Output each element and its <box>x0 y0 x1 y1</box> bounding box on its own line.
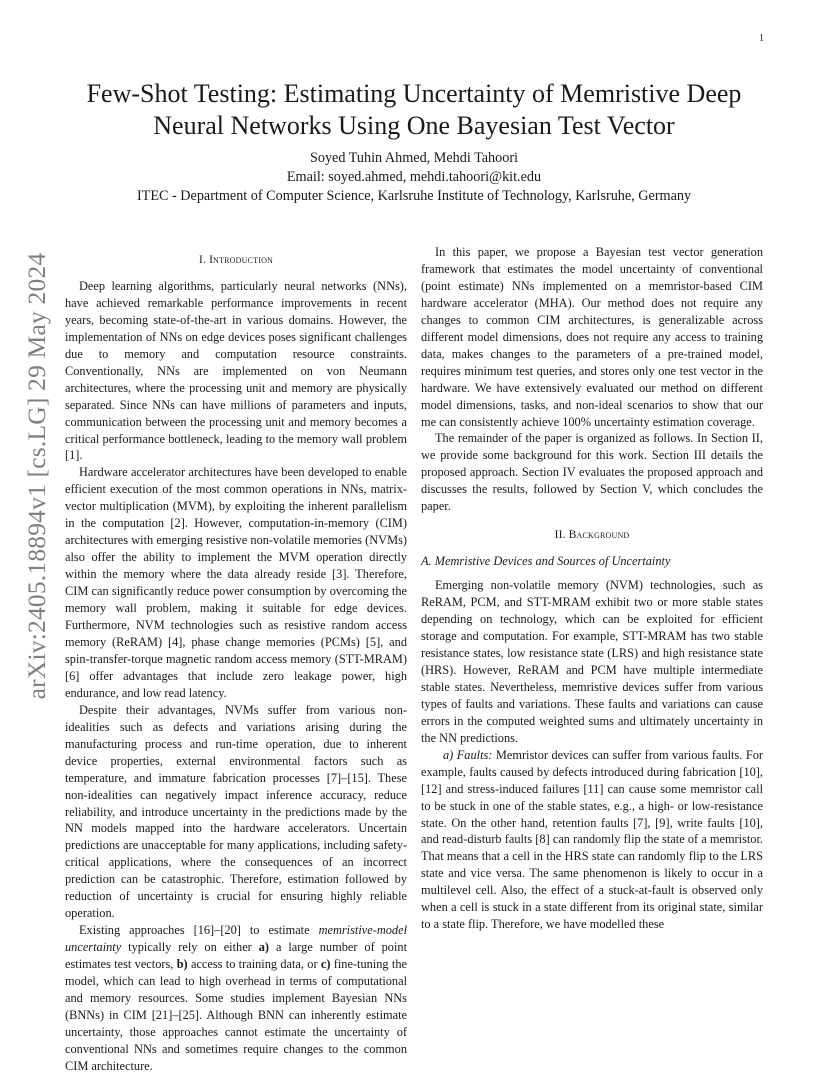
paper-title-line-1: Few-Shot Testing: Estimating Uncertainty of Memristive Deep <box>86 79 742 108</box>
arxiv-identifier-stamp <box>22 252 51 700</box>
paragraph-heading-faults: a) Faults: <box>443 747 493 762</box>
paragraph: In this paper, we propose a Bayesian test vector generation framework that estimates the model uncertainty of conventional (point estimate) NNs implemented on a memristor-based CIM hardware accelerator (MHA). Our method does not require any changes to common CIM architectures, is generalizable across different model dimensions, does not require any access to training data, makes changes to the parameters of a pre-trained model, requires minimum test queries, and stores only one test vector in the hardware. We have extensively evaluated our method on different model dimensions, tasks, and non-ideal scenarios to show that our me can consistently achieve 100% uncertainty estimation coverage. <box>421 245 763 429</box>
section-title: Background <box>568 529 630 542</box>
paper-title-line-2: Neural Networks Using One Bayesian Test Vector <box>153 111 675 140</box>
author-email: Email: soyed.ahmed, mehdi.tahoori@kit.edu <box>286 169 542 185</box>
author-names: Soyed Tuhin Ahmed, Mehdi Tahoori <box>309 150 519 166</box>
right-column <box>421 244 763 933</box>
arxiv-identifier-text: arXiv:2405.18894v1 [cs.LG] 29 May 2024 <box>22 252 51 700</box>
paragraph: Despite their advantages, NVMs suffer from various non-idealities such as defects and variations arising during the manufacturing process and run-time operation, due to inherent device properties, external environmental factors such as temperature, and immature fabrication processes [7]–[15]. These non-idealities can negatively impact inference accuracy, reduce reliability, and introduce uncertainty in the predictions made by the NN models mapped into the hardware accelerators. Uncertain predictions are unacceptable for many applications, including safety-critical applications, where the consequences of an incorrect prediction can be catastrophic. Therefore, estimation followed by reduction of uncertainty is crucial for ensuring highly reliable operation. <box>65 702 407 921</box>
paragraph: Deep learning algorithms, particularly neural networks (NNs), have achieved remarkable performance improvements in recent years, becoming state-of-the-art in various domains. However, the implementation of NNs on edge devices poses significant challenges due to memory and computation resource constraints. Conventionally, NNs are implemented on von Neumann architectures, where the processing unit and memory are physically separated. Since NNs can have millions of parameters and inputs, communication between the processing unit and memory becomes a critical performance bottleneck, leading to the memory wall problem [1]. <box>65 278 407 463</box>
subsection-heading: A. Memristive Devices and Sources of Uncertainty <box>421 554 671 569</box>
section-title: Introduction <box>209 254 274 266</box>
page-number: 1 <box>759 33 764 44</box>
section-number: I. <box>198 254 210 266</box>
paragraph: Emerging non-volatile memory (NVM) technologies, such as ReRAM, PCM, and STT-MRAM exhibit two or more stable states depending on technology, which can be exploited for efficient storage and computation. For example, STT-MRAM has two stable resistance states, low resistance state (LRS) and high resistance state (HRS). However, ReRAM and PCM have multiple intermediate stable states. Nevertheless, memristive devices suffer from various types of faults and variations. These faults and variations can cause errors in the computed weighted sums and ultimately uncertainty in the NN predictions. <box>421 578 763 745</box>
paper-title <box>60 78 768 142</box>
paragraph-faults: a) Faults: Memristor devices can suffer from various faults. For example, faults caused by defects introduced during fabrication [10], [12] and stress-induced failures [11] can cause some memristor call to be stuck in one of the stable states, e.g., a high- or low-resistance state. On the other hand, retention faults [7], [9], write faults [10], and read-disturb faults [8] can randomly flip the state of a memristor. That means that a cell in the HRS state can randomly flip to the LRS state and vice versa. The same phenomenon is likely to occur in a multilevel cell. Also, the effect of a stuck-at-fault is observed only when a cell is stuck in a state different from its original state, similar to a state flip. Therefore, we have modelled these <box>421 747 763 932</box>
section-number: II. <box>554 529 569 542</box>
section-heading-introduction <box>65 252 407 269</box>
paragraph-existing-approaches: Existing approaches [16]–[20] to estimate memristive-model uncertainty typically rely on either a) a large number of point estimates test vectors, b) access to training data, or c) fine-tuning the model, which can lead to high overhead in terms of computational and memory resources. Some studies implement Bayesian NNs (BNNs) in CIM [21]–[25]. Although BNN can inherently estimate uncertainty, those approaches cannot estimate the uncertainty of conventional NNs and sometimes require changes to the common CIM architecture. <box>65 923 407 1073</box>
left-column <box>65 252 407 1075</box>
author-affiliation: ITEC - Department of Computer Science, Karlsruhe Institute of Technology, Karlsruhe, Germany <box>136 188 692 204</box>
section-heading-background <box>421 527 763 544</box>
paragraph: Hardware accelerator architectures have been developed to enable efficient execution of the most common operations in NNs, matrix-vector multiplication (MVM), by exploiting the inherent parallelism in the computation [2]. However, computation-in-memory (CIM) architectures with emerging resistive non-volatile memories (NVMs) also offer the ability to implement the MVM operation directly within the memory where the data already reside [3]. Therefore, CIM can significantly reduce power consumption by overcoming the memory wall problem, making it suitable for edge devices. Furthermore, NVM technologies such as resistive random access memory (ReRAM) [4], phase change memories (PCMs) [5], and spin-transfer-torque magnetic random access memory (STT-MRAM) [6] offer advantages that include zero leakage power, high endurance, and low read latency. <box>65 465 407 700</box>
paragraph: The remainder of the paper is organized as follows. In Section II, we provide some background for this work. Section III details the proposed approach. Section IV evaluates the proposed approach and discusses the results, followed by Section V, which concludes the paper. <box>421 431 763 514</box>
